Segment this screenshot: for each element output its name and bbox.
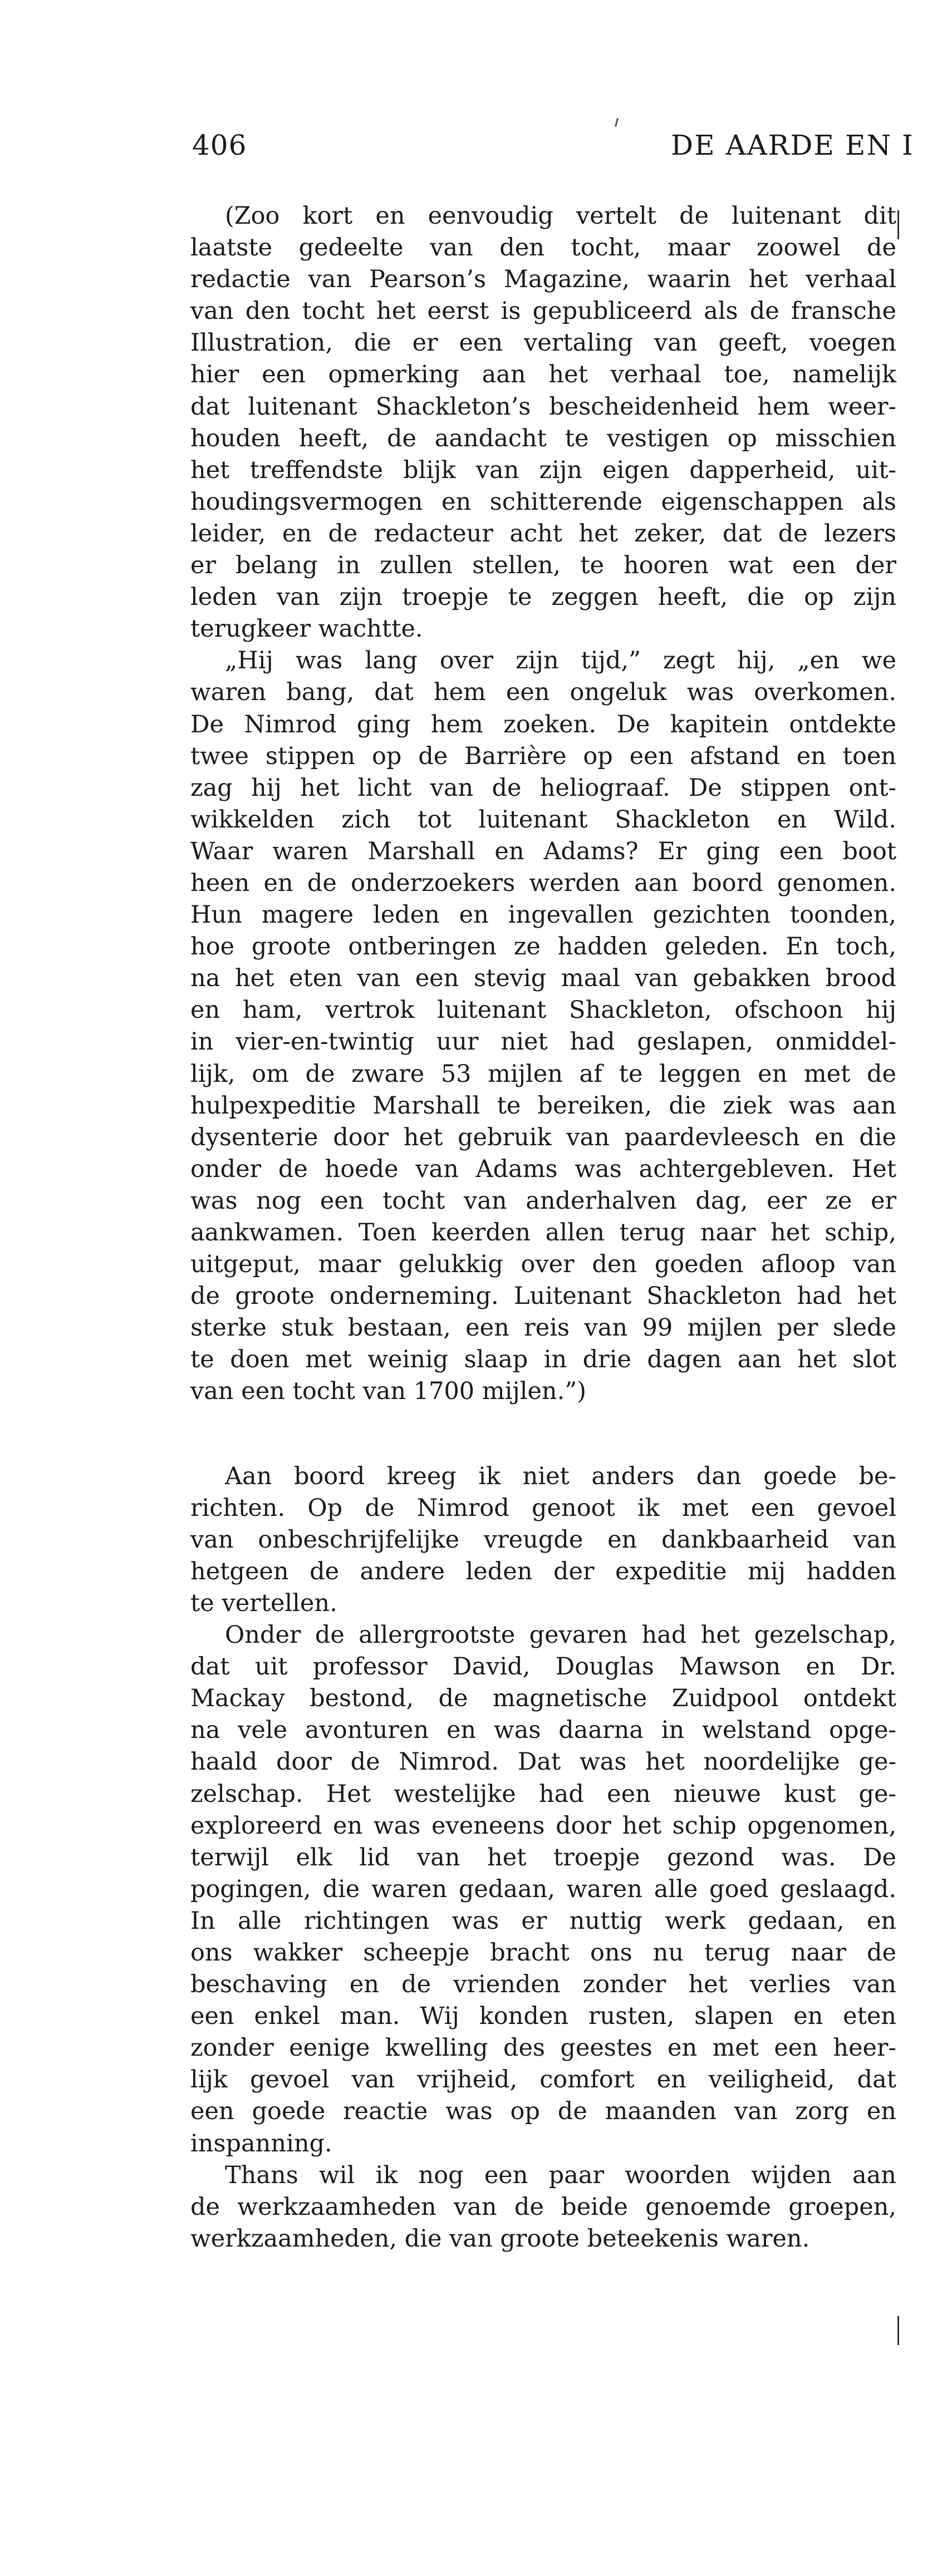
- text-line: houden heeft, de aandacht te vestigen op misschien: [190, 424, 896, 452]
- text-line: aankwamen. Toen keerden allen terug naar het schip,: [190, 1219, 896, 1247]
- text-line: zag hij het licht van de heliograaf. De stippen ont-: [190, 774, 896, 802]
- text-line: leider, en de redacteur acht het zeker, dat de lezers: [190, 519, 896, 548]
- paragraph: [190, 1619, 896, 2160]
- text-line: lijk gevoel van vrijheid, comfort en veiligheid, dat: [190, 2066, 896, 2094]
- print-speck: [615, 118, 619, 127]
- text-line: dat luitenant Shackleton’s bescheidenheid hem weer-: [190, 392, 896, 421]
- text-line: Illustration, die er een vertaling van geeft, voegen: [190, 329, 896, 357]
- text-line: heen en de onderzoekers werden aan boord genomen.: [190, 869, 896, 897]
- text-line: zelschap. Het westelijke had een nieuwe kust ge-: [190, 1780, 896, 1808]
- body-text: [190, 200, 896, 2255]
- text-line: van den tocht het eerst is gepubliceerd als de fransche: [190, 297, 896, 326]
- text-line: inspanning.: [190, 2129, 332, 2158]
- text-line: dat uit professor David, Douglas Mawson en Dr.: [190, 1653, 896, 1681]
- text-line: laatste gedeelte van den tocht, maar zoowel de: [190, 234, 896, 262]
- text-line: sterke stuk bestaan, een reis van 99 mijlen per slede: [190, 1314, 896, 1342]
- text-line: beschaving en de vrienden zonder het verlies van: [190, 1971, 896, 1999]
- text-line: ons wakker scheepje bracht ons nu terug naar de: [190, 1938, 896, 1967]
- margin-rule-top: [897, 210, 899, 239]
- text-line: zonder eenige kwelling des geestes en met een heer-: [190, 2034, 896, 2062]
- text-line: houdingsvermogen en schitterende eigenschappen als: [190, 487, 896, 516]
- text-line: na het eten van een stevig maal van gebakken brood: [190, 964, 896, 993]
- text-line: na vele avonturen en was daarna in welstand opge-: [190, 1716, 896, 1745]
- text-line: „Hij was lang over zijn tijd,” zegt hij, „en we: [225, 647, 896, 675]
- text-line: de werkzaamheden van de beide genoemde groepen,: [190, 2193, 896, 2221]
- text-line: leden van zijn troepje te zeggen heeft, die op zijn: [190, 583, 896, 612]
- text-line: redactie van Pearson’s Magazine, waarin het verhaal: [190, 265, 896, 294]
- text-line: twee stippen op de Barrière op een afstand en toen: [190, 742, 896, 770]
- text-line: waren bang, dat hem een ongeluk was overkomen.: [190, 678, 896, 707]
- text-line: en ham, vertrok luitenant Shackleton, ofschoon hij: [190, 996, 896, 1025]
- paragraph: [190, 200, 896, 645]
- text-line: het treffendste blijk van zijn eigen dapperheid, uit-: [190, 456, 896, 484]
- text-line: de groote onderneming. Luitenant Shackleton had het: [190, 1282, 896, 1311]
- text-line: Waar waren Marshall en Adams? Er ging een boot: [190, 837, 896, 865]
- text-line: Aan boord kreeg ik niet anders dan goede be-: [225, 1462, 896, 1490]
- text-line: uitgeput, maar gelukkig over den goeden afloop van: [190, 1250, 896, 1279]
- text-line: van onbeschrijfelijke vreugde en dankbaarheid van: [190, 1525, 896, 1554]
- paragraph: [190, 2160, 896, 2255]
- text-line: Onder de allergrootste gevaren had het gezelschap,: [225, 1621, 896, 1649]
- text-line: te doen met weinig slaap in drie dagen aan het slot: [190, 1346, 896, 1374]
- text-line: De Nimrod ging hem zoeken. De kapitein ontdekte: [190, 710, 896, 738]
- running-header: DE AARDE EN I: [671, 129, 914, 161]
- text-line: werkzaamheden, die van groote beteekenis waren.: [190, 2224, 810, 2253]
- text-line: hoe groote ontberingen ze hadden geleden. En toch,: [190, 933, 896, 961]
- text-line: er belang in zullen stellen, te hooren wat een der: [190, 551, 896, 580]
- paragraph-gap: [190, 1408, 896, 1461]
- text-line: hetgeen de andere leden der expeditie mij hadden: [190, 1557, 896, 1585]
- text-line: Thans wil ik nog een paar woorden wijden aan: [225, 2161, 896, 2189]
- text-line: te vertellen.: [190, 1589, 337, 1617]
- text-line: in vier-en-twintig uur niet had geslapen, onmiddel-: [190, 1028, 896, 1056]
- text-line: wikkelden zich tot luitenant Shackleton en Wild.: [190, 805, 896, 834]
- text-line: dysenterie door het gebruik van paardevleesch en die: [190, 1123, 896, 1151]
- text-line: In alle richtingen was er nuttig werk gedaan, en: [190, 1907, 896, 1935]
- text-line: Mackay bestond, de magnetische Zuidpool ontdekt: [190, 1685, 896, 1713]
- text-line: Hun magere leden en ingevallen gezichten toonden,: [190, 901, 896, 929]
- text-line: richten. Op de Nimrod genoot ik met een gevoel: [190, 1494, 896, 1522]
- text-line: onder de hoede van Adams was achtergebleven. Het: [190, 1155, 896, 1183]
- text-line: terwijl elk lid van het troepje gezond was. De: [190, 1843, 896, 1871]
- text-line: lijk, om de zware 53 mijlen af te leggen en met de: [190, 1060, 896, 1088]
- text-line: pogingen, die waren gedaan, waren alle goed geslaagd.: [190, 1875, 896, 1903]
- page-number: 406: [192, 129, 247, 161]
- text-line: exploreerd en was eveneens door het schip opgenomen,: [190, 1811, 896, 1840]
- text-line: van een tocht van 1700 mijlen.”): [190, 1377, 587, 1406]
- text-line: een goede reactie was op de maanden van zorg en: [190, 2097, 896, 2126]
- margin-rule-bottom: [897, 2316, 899, 2345]
- text-line: een enkel man. Wij konden rusten, slapen en eten: [190, 2002, 896, 2031]
- text-line: hulpexpeditie Marshall te bereiken, die ziek was aan: [190, 1091, 896, 1120]
- text-line: hier een opmerking aan het verhaal toe, namelijk: [190, 361, 896, 389]
- text-line: haald door de Nimrod. Dat was het noordelijke ge-: [190, 1748, 896, 1776]
- text-line: was nog een tocht van anderhalven dag, eer ze er: [190, 1186, 896, 1215]
- paragraph: [190, 645, 896, 1407]
- paragraph: [190, 1461, 896, 1619]
- text-line: (Zoo kort en eenvoudig vertelt de luitenant dit: [225, 202, 896, 230]
- text-line: terugkeer wachtte.: [190, 615, 423, 643]
